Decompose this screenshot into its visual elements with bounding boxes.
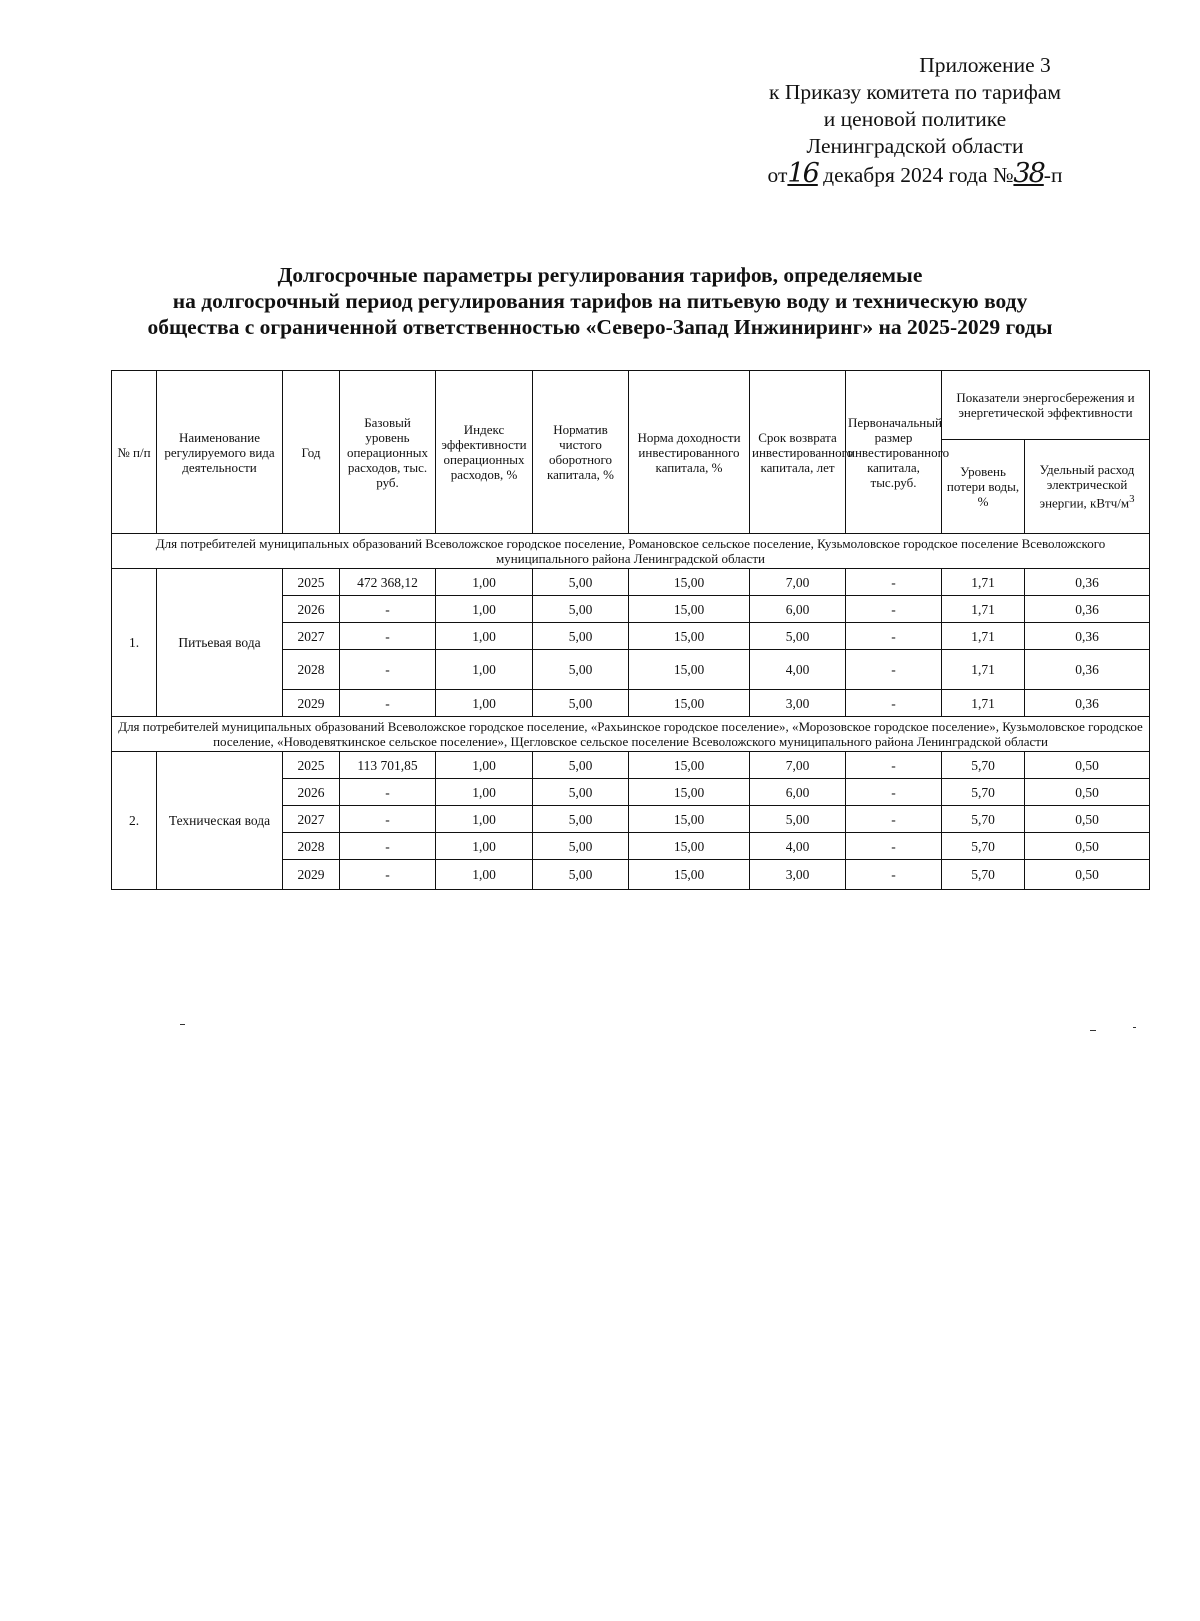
row-number: 1. [112,569,157,717]
activity-name: Питьевая вода [157,569,283,717]
cell-initial-capital: - [846,833,942,860]
header-base-costs: Базовый уровень операционных расходов, тыс. руб. [340,371,436,534]
header-efficiency-index: Индекс эффективности операционных расходов, % [436,371,533,534]
section-caption-row [112,534,1150,569]
section-caption: Для потребителей муниципальных образований Всеволожское городское поселение, Романовское сельское поселение, Кузьмоловское городское поселение Всеволожского муниципального района Ленинградской области [112,534,1150,569]
header-initial-capital: Первоначальный размер инвестированного капитала, тыс.руб. [846,371,942,534]
cell-initial-capital: - [846,752,942,779]
cell-return-period: 6,00 [750,779,846,806]
cell-year: 2027 [283,806,340,833]
annex-date-line [700,160,1130,189]
cell-base-costs: - [340,833,436,860]
cell-return-rate: 15,00 [629,596,750,623]
cell-year: 2026 [283,779,340,806]
cell-base-costs: 472 368,12 [340,569,436,596]
cell-return-period: 4,00 [750,650,846,690]
cell-return-rate: 15,00 [629,650,750,690]
cell-working-capital: 5,00 [533,833,629,860]
parameters-table [111,370,1150,890]
cell-water-loss: 5,70 [942,860,1025,890]
scan-speck [180,1024,185,1025]
document-title [0,262,1200,340]
cell-efficiency-index: 1,00 [436,690,533,717]
cell-year: 2028 [283,833,340,860]
cell-base-costs: - [340,860,436,890]
cell-return-rate: 15,00 [629,569,750,596]
annex-line-1: Приложение 3 [919,53,1051,77]
cell-efficiency-index: 1,00 [436,569,533,596]
cell-return-rate: 15,00 [629,833,750,860]
cell-initial-capital: - [846,860,942,890]
cell-working-capital: 5,00 [533,752,629,779]
header-energy-use: Удельный расход электрической энергии, кВтч/$м^3$ [1025,440,1150,534]
cell-working-capital: 5,00 [533,569,629,596]
cell-base-costs: - [340,779,436,806]
cell-water-loss: 1,71 [942,623,1025,650]
cell-working-capital: 5,00 [533,690,629,717]
cell-initial-capital: - [846,623,942,650]
cell-working-capital: 5,00 [533,806,629,833]
cell-energy-use: 0,36 [1025,623,1150,650]
cell-year: 2029 [283,860,340,890]
cell-year: 2025 [283,569,340,596]
cell-year: 2026 [283,596,340,623]
cell-working-capital: 5,00 [533,860,629,890]
cell-energy-use: 0,36 [1025,569,1150,596]
cell-initial-capital: - [846,779,942,806]
cell-return-period: 3,00 [750,690,846,717]
cell-base-costs: 113 701,85 [340,752,436,779]
cell-return-rate: 15,00 [629,779,750,806]
annex-line-4: Ленинградской области [806,134,1024,158]
cell-year: 2029 [283,690,340,717]
table-row [112,569,1150,596]
section-caption-row [112,717,1150,752]
scan-speck [1133,1027,1136,1028]
order-suffix: -п [1043,163,1063,187]
annex-line-3: и ценовой политике [823,107,1007,131]
header-energy-group: Показатели энергосбережения и энергетической эффективности [942,371,1150,440]
cell-working-capital: 5,00 [533,596,629,623]
cell-base-costs: - [340,806,436,833]
cell-working-capital: 5,00 [533,623,629,650]
header-water-loss: Уровень потери воды, % [942,440,1025,534]
date-prefix: от [767,163,788,187]
cell-water-loss: 5,70 [942,833,1025,860]
table-row [112,752,1150,779]
cell-year: 2025 [283,752,340,779]
header-working-capital: Норматив чистого оборотного капитала, % [533,371,629,534]
cell-return-period: 5,00 [750,806,846,833]
title-line-2: на долгосрочный период регулирования тарифов на питьевую воду и техническую воду [172,289,1028,313]
cell-initial-capital: - [846,806,942,833]
cell-water-loss: 1,71 [942,569,1025,596]
cell-return-rate: 15,00 [629,623,750,650]
cell-base-costs: - [340,650,436,690]
cell-return-period: 3,00 [750,860,846,890]
cell-efficiency-index: 1,00 [436,860,533,890]
cell-energy-use: 0,50 [1025,860,1150,890]
cell-energy-use: 0,36 [1025,650,1150,690]
handwritten-order-number: 38 [1013,158,1044,189]
header-return-period: Срок возврата инвестированного капитала, лет [750,371,846,534]
cell-return-period: 4,00 [750,833,846,860]
cell-working-capital: 5,00 [533,650,629,690]
cell-efficiency-index: 1,00 [436,596,533,623]
cell-water-loss: 1,71 [942,690,1025,717]
cell-efficiency-index: 1,00 [436,779,533,806]
cell-return-rate: 15,00 [629,690,750,717]
cell-energy-use: 0,36 [1025,596,1150,623]
header-row-1 [112,371,1150,440]
handwritten-day: 16 [787,158,818,189]
cell-energy-use: 0,50 [1025,752,1150,779]
scan-speck [1090,1030,1096,1031]
cell-water-loss: 5,70 [942,752,1025,779]
annex-block [700,52,1130,189]
cell-return-period: 7,00 [750,569,846,596]
cell-initial-capital: - [846,690,942,717]
cell-efficiency-index: 1,00 [436,623,533,650]
cell-energy-use: 0,50 [1025,833,1150,860]
cell-water-loss: 1,71 [942,650,1025,690]
cell-year: 2028 [283,650,340,690]
cell-initial-capital: - [846,650,942,690]
cell-return-period: 7,00 [750,752,846,779]
cell-efficiency-index: 1,00 [436,650,533,690]
header-activity: Наименование регулируемого вида деятельности [157,371,283,534]
title-line-1: Долгосрочные параметры регулирования тарифов, определяемые [277,263,923,287]
cell-energy-use: 0,50 [1025,779,1150,806]
cell-return-rate: 15,00 [629,806,750,833]
title-line-3: общества с ограниченной ответственностью «Северо-Запад Инжиниринг» на 2025-2029 годы [147,315,1053,339]
cell-return-rate: 15,00 [629,860,750,890]
row-number: 2. [112,752,157,890]
header-year: Год [283,371,340,534]
date-middle: декабря 2024 года № [823,163,1014,187]
cell-efficiency-index: 1,00 [436,833,533,860]
section-caption: Для потребителей муниципальных образований Всеволожское городское поселение, «Рахьинское городское поселение», «Морозовское городское поселение», Кузьмоловское городское поселение, «Новодевяткинское сельское поселение», Щегловское сельское поселение Всеволожского муниципального района Ленинградской области [112,717,1150,752]
annex-line-2: к Приказу комитета по тарифам [769,80,1061,104]
cell-base-costs: - [340,623,436,650]
cell-return-period: 5,00 [750,623,846,650]
cell-working-capital: 5,00 [533,779,629,806]
cell-return-rate: 15,00 [629,752,750,779]
cell-initial-capital: - [846,569,942,596]
cell-return-period: 6,00 [750,596,846,623]
cell-energy-use: 0,50 [1025,806,1150,833]
cell-water-loss: 5,70 [942,779,1025,806]
header-return-rate: Норма доходности инвестированного капитала, % [629,371,750,534]
cell-year: 2027 [283,623,340,650]
cell-initial-capital: - [846,596,942,623]
cell-energy-use: 0,36 [1025,690,1150,717]
activity-name: Техническая вода [157,752,283,890]
cell-efficiency-index: 1,00 [436,806,533,833]
cell-efficiency-index: 1,00 [436,752,533,779]
cell-water-loss: 5,70 [942,806,1025,833]
cell-base-costs: - [340,596,436,623]
cell-base-costs: - [340,690,436,717]
header-num: № п/п [112,371,157,534]
cell-water-loss: 1,71 [942,596,1025,623]
